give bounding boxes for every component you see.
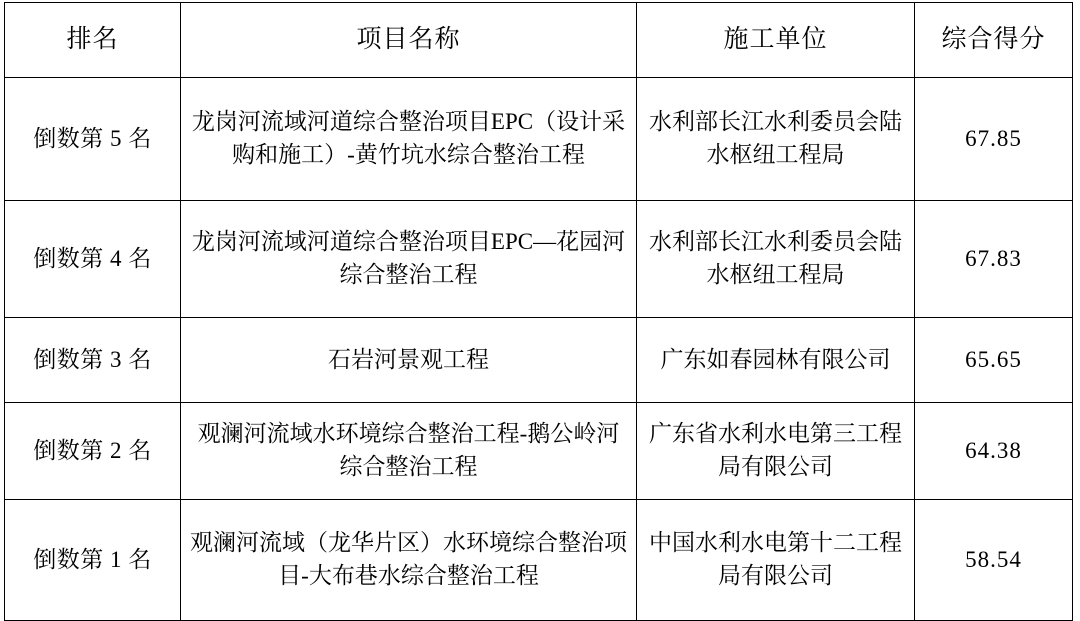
cell-rank: 倒数第 3 名	[5, 318, 181, 403]
cell-project-name: 龙岗河流域河道综合整治项目EPC—花园河综合整治工程	[181, 201, 637, 318]
cell-project-name: 观澜河流域水环境综合整治工程-鹅公岭河综合整治工程	[181, 403, 637, 500]
cell-construction-unit: 广东省水利水电第三工程局有限公司	[637, 403, 915, 500]
cell-construction-unit: 水利部长江水利委员会陆水枢纽工程局	[637, 78, 915, 201]
cell-total-score: 58.54	[915, 500, 1073, 621]
cell-total-score: 65.65	[915, 318, 1073, 403]
cell-project-name: 龙岗河流域河道综合整治项目EPC（设计采购和施工）-黄竹坑水综合整治工程	[181, 78, 637, 201]
table-row	[5, 500, 1073, 621]
cell-rank: 倒数第 1 名	[5, 500, 181, 621]
table-row	[5, 201, 1073, 318]
table-header	[5, 3, 1073, 78]
ranking-table	[4, 2, 1073, 621]
table-header-row	[5, 3, 1073, 78]
ranking-table-container	[0, 2, 1080, 600]
column-header-rank: 排名	[5, 3, 181, 78]
table-body	[5, 78, 1073, 621]
table-row	[5, 78, 1073, 201]
cell-construction-unit: 中国水利水电第十二工程局有限公司	[637, 500, 915, 621]
table-row	[5, 403, 1073, 500]
cell-rank: 倒数第 2 名	[5, 403, 181, 500]
table-row	[5, 318, 1073, 403]
cell-rank: 倒数第 4 名	[5, 201, 181, 318]
cell-rank: 倒数第 5 名	[5, 78, 181, 201]
cell-total-score: 67.83	[915, 201, 1073, 318]
cell-construction-unit: 广东如春园林有限公司	[637, 318, 915, 403]
cell-project-name: 石岩河景观工程	[181, 318, 637, 403]
cell-project-name: 观澜河流域（龙华片区）水环境综合整治项目-大布巷水综合整治工程	[181, 500, 637, 621]
cell-construction-unit: 水利部长江水利委员会陆水枢纽工程局	[637, 201, 915, 318]
column-header-construction-unit: 施工单位	[637, 3, 915, 78]
column-header-project-name: 项目名称	[181, 3, 637, 78]
column-header-total-score: 综合得分	[915, 3, 1073, 78]
cell-total-score: 67.85	[915, 78, 1073, 201]
cell-total-score: 64.38	[915, 403, 1073, 500]
